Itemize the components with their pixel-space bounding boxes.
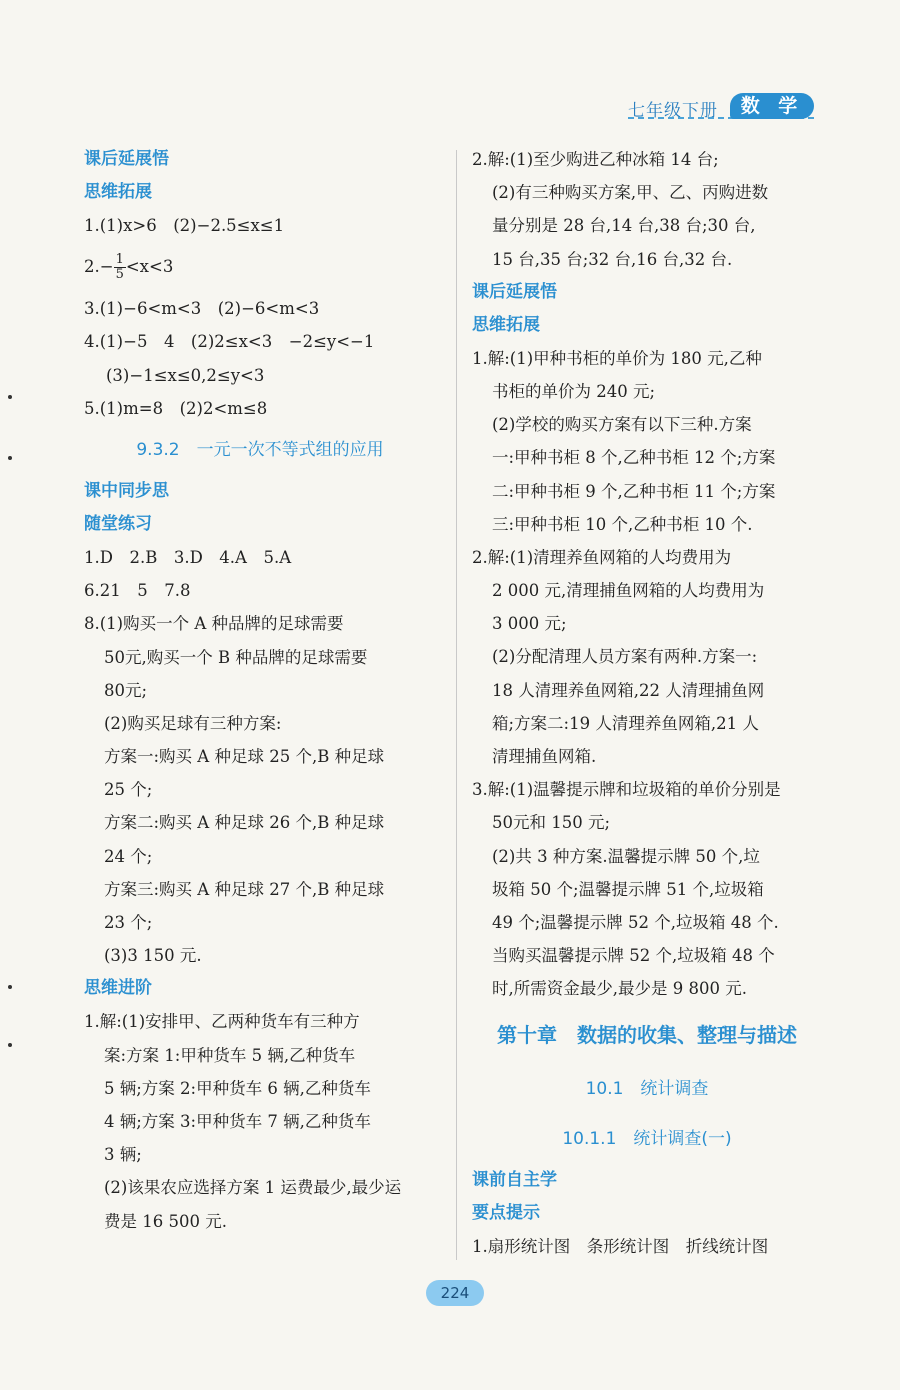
answer-line: (2)购买足球有三种方案: (104, 713, 282, 733)
answer-line: 50元和 150 元; (492, 813, 611, 833)
answer-line: 圾箱 50 个;温馨提示牌 51 个,垃圾箱 (492, 879, 764, 899)
section-heading: 课后延展悟 (84, 149, 169, 169)
answer-line: (3)3 150 元. (104, 946, 202, 966)
section-heading: 随堂练习 (84, 513, 152, 534)
answer-line: 二:甲种书柜 9 个,乙种书柜 11 个;方案 (492, 481, 776, 501)
section-heading: 思维拓展 (84, 182, 152, 202)
answer-line: 清理捕鱼网箱. (492, 747, 597, 766)
section-heading: 课前自主学 (472, 1169, 557, 1190)
answer-line: 18 人清理养鱼网箱,22 人清理捕鱼网 (492, 680, 765, 700)
answer-line: (2)分配清理人员方案有两种.方案一: (492, 647, 758, 667)
answer-line: 三:甲种书柜 10 个,乙种书柜 10 个. (492, 514, 753, 534)
answer-line: 5 辆;方案 2:甲种货车 6 辆,乙种货车 (104, 1078, 371, 1098)
answer-line: 1.解:(1)安排甲、乙两种货车有三种方 (84, 1012, 360, 1032)
answer-line: 50元,购买一个 B 种品牌的足球需要 (104, 647, 368, 667)
fraction-denominator: 5 (115, 267, 124, 283)
answer-line: 6.21 5 7.8 (84, 581, 191, 601)
answer-line: 3 000 元; (492, 614, 567, 634)
section-heading: 要点提示 (472, 1202, 540, 1223)
answer-line: 5.(1)m=8 (2)2<m≤8 (84, 398, 268, 418)
answer-line: (2)共 3 种方案.温馨提示牌 50 个,垃 (492, 846, 760, 866)
answer-line: 2.解:(1)至少购进乙种冰箱 14 台; (472, 150, 719, 169)
right-column (472, 143, 822, 1263)
scan-dot (8, 395, 12, 399)
answer-line: (2)学校的购买方案有以下三种.方案 (492, 415, 752, 435)
answer-line: 当购买温馨提示牌 52 个,垃圾箱 48 个 (492, 946, 775, 966)
answer-line: 量分别是 28 台,14 台,38 台;30 台, (492, 216, 756, 236)
section-title: 10.1 统计调查 (585, 1078, 709, 1099)
answer-line: 书柜的单价为 240 元; (492, 381, 656, 401)
fraction-numerator: 1 (115, 252, 124, 268)
subject-badge: 数 学 (730, 93, 814, 119)
answer-line: 1.(1)x>6 (2)−2.5≤x≤1 (84, 216, 285, 235)
answer-line: 箱;方案二:19 人清理养鱼网箱,21 人 (492, 713, 759, 733)
answer-line: 8.(1)购买一个 A 种品牌的足球需要 (84, 614, 344, 634)
answer-line: 4.(1)−5 4 (2)2≤x<3 −2≤y<−1 (84, 332, 375, 352)
answer-line: (2)该果农应选择方案 1 运费最少,最少运 (104, 1178, 402, 1198)
answer-line: 2 000 元,清理捕鱼网箱的人均费用为 (492, 581, 765, 601)
answer-line: 方案一:购买 A 种足球 25 个,B 种足球 (104, 747, 385, 767)
column-divider (456, 150, 457, 1260)
answer-line: 方案二:购买 A 种足球 26 个,B 种足球 (104, 813, 385, 833)
answer-line: 3.解:(1)温馨提示牌和垃圾箱的单价分别是 (472, 780, 781, 800)
scan-dot (8, 985, 12, 989)
answer-line: 3 辆; (104, 1145, 142, 1165)
text: <x<3 (125, 257, 174, 277)
left-column (84, 143, 436, 1238)
fraction (114, 253, 126, 282)
answer-line: 24 个; (104, 846, 153, 866)
answer-line-fraction (84, 242, 436, 292)
section-title: 9.3.2 一元一次不等式组的应用 (136, 439, 384, 460)
answer-line: 49 个;温馨提示牌 52 个,垃圾箱 48 个. (492, 912, 779, 932)
answer-line: 2.解:(1)清理养鱼网箱的人均费用为 (472, 547, 732, 567)
answer-line: (3)−1≤x≤0,2≤y<3 (106, 365, 265, 385)
answer-line: 23 个; (104, 913, 153, 932)
answer-line: 80元; (104, 680, 148, 700)
answer-line: 4 辆;方案 3:甲种货车 7 辆,乙种货车 (104, 1111, 371, 1131)
answer-line: 25 个; (104, 780, 153, 800)
subsection-title: 10.1.1 统计调查(一) (562, 1128, 732, 1149)
answer-line: 案:方案 1:甲种货车 5 辆,乙种货车 (104, 1045, 356, 1065)
answer-line: 1.扇形统计图 条形统计图 折线统计图 (472, 1236, 769, 1256)
text: 2.− (84, 257, 114, 277)
chapter-title: 第十章 数据的收集、整理与描述 (497, 1022, 797, 1047)
answer-line: 1.解:(1)甲种书柜的单价为 180 元,乙种 (472, 348, 762, 368)
answer-line: 1.D 2.B 3.D 4.A 5.A (84, 547, 292, 567)
scan-dot (8, 1043, 12, 1047)
section-heading: 思维拓展 (472, 314, 540, 335)
answer-line: 15 台,35 台;32 台,16 台,32 台. (492, 249, 733, 269)
grade-label: 七年级下册 (628, 101, 718, 121)
section-heading: 课中同步思 (84, 480, 169, 501)
answer-line: (2)有三种购买方案,甲、乙、丙购进数 (492, 183, 769, 203)
answer-line: 时,所需资金最少,最少是 9 800 元. (492, 979, 747, 999)
answer-line: 方案三:购买 A 种足球 27 个,B 种足球 (104, 879, 385, 899)
scan-dot (8, 456, 12, 460)
answer-line: 一:甲种书柜 8 个,乙种书柜 12 个;方案 (492, 448, 776, 468)
answer-line: 3.(1)−6<m<3 (2)−6<m<3 (84, 299, 320, 319)
section-heading: 思维进阶 (84, 978, 152, 999)
answer-line: 费是 16 500 元. (104, 1211, 227, 1231)
section-heading: 课后延展悟 (472, 281, 557, 302)
page-number: 224 (426, 1280, 484, 1306)
